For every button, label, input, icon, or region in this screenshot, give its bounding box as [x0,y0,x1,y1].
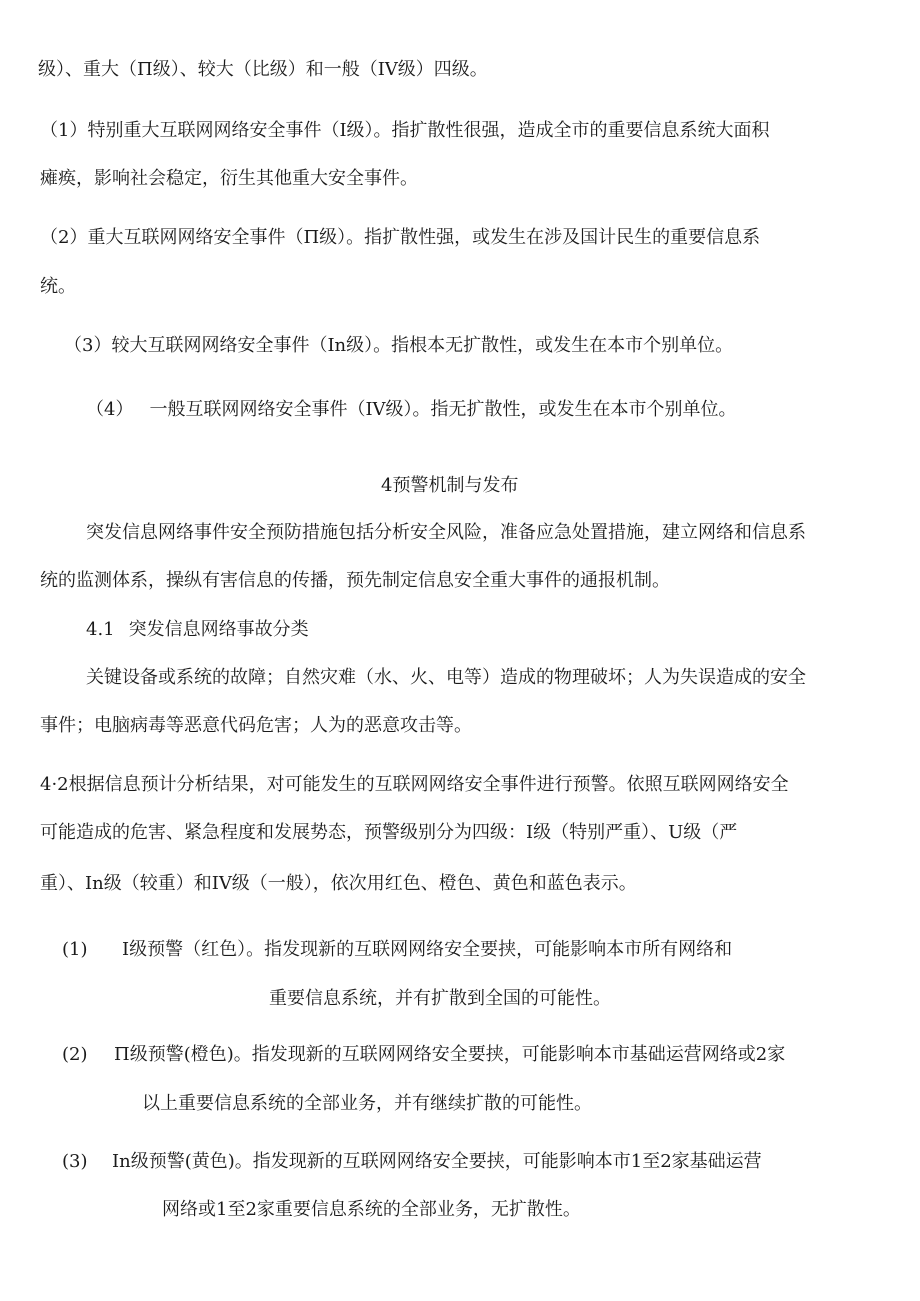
section-4-intro-line-2: 统的监测体系，操纵有害信息的传播，预先制定信息安全重大事件的通报机制。 [40,570,670,591]
event-level-3-label: （3） [64,335,112,356]
subsection-4-2-line-1: 4·2根据信息预计分析结果，对可能发生的互联网网络安全事件进行预警。依照互联网网络安全 [40,774,789,795]
section-4-intro-line-1: 突发信息网络事件安全预防措施包括分析安全风险，准备应急处置措施，建立网络和信息系 [86,522,806,543]
warning-level-2-label: (2) [62,1044,88,1065]
warning-level-1-label: (1) [62,939,88,960]
warning-level-2-line-2: 以上重要信息系统的全部业务，并有继续扩散的可能性。 [142,1093,592,1114]
event-level-2-line-2: 统。 [40,276,76,297]
event-level-1-label: （1） [40,120,88,141]
section-4-heading: 4预警机制与发布 [381,475,519,496]
warning-level-3-line-2: 网络或1至2家重要信息系统的全部业务，无扩散性。 [162,1199,581,1220]
subsection-4-2-line-2: 可能造成的危害、紧急程度和发展势态，预警级别分为四级：I级（特别严重）、U级（严 [40,822,738,843]
subsection-4-1-line-1: 关键设备或系统的故障；自然灾难（水、火、电等）造成的物理破坏；人为失误造成的安全 [86,667,806,688]
warning-level-1-line-2: 重要信息系统，并有扩散到全国的可能性。 [269,988,611,1009]
subsection-4-1-heading [86,618,309,642]
event-level-4-label: （4） [86,399,134,420]
event-level-3-line-1 [64,334,733,358]
event-level-4-line-1 [86,398,737,422]
levels-intro-text: 级）、重大（Π级）、较大（比级）和一般（IV级）四级。 [38,59,488,80]
event-level-4-text: 一般互联网网络安全事件（IV级）。指无扩散性，或发生在本市个别单位。 [149,399,737,420]
subsection-4-1-title: 突发信息网络事故分类 [128,619,309,640]
warning-level-1-line-1: I级预警（红色）。指发现新的互联网网络安全要挟，可能影响本市所有网络和 [122,939,733,960]
event-level-1-text: 特别重大互联网网络安全事件（I级）。指扩散性很强，造成全市的重要信息系统大面积 [87,120,770,141]
warning-level-3-label: (3) [62,1151,88,1172]
event-level-2-label: （2） [40,227,88,248]
subsection-4-2-line-3: 重）、In级（较重）和IV级（一般），依次用红色、橙色、黄色和蓝色表示。 [40,873,637,894]
event-level-1-line-2: 瘫痪，影响社会稳定，衍生其他重大安全事件。 [40,168,418,189]
warning-level-2-line-1: Π级预警(橙色)。指发现新的互联网网络安全要挟，可能影响本市基础运营网络或2家 [114,1044,786,1065]
warning-level-3-line-1: In级预警(黄色)。指发现新的互联网网络安全要挟，可能影响本市1至2家基础运营 [112,1151,762,1172]
subsection-4-1-number: 4.1 [86,619,115,640]
event-level-3-text: 较大互联网网络安全事件（In级）。指根本无扩散性，或发生在本市个别单位。 [111,335,734,356]
subsection-4-1-line-2: 事件；电脑病毒等恶意代码危害；人为的恶意攻击等。 [40,715,472,736]
event-level-2-line-1 [40,226,760,250]
event-level-1-line-1 [40,119,770,143]
event-level-2-text: 重大互联网网络安全事件（Π级）。指扩散性强，或发生在涉及国计民生的重要信息系 [87,227,761,248]
